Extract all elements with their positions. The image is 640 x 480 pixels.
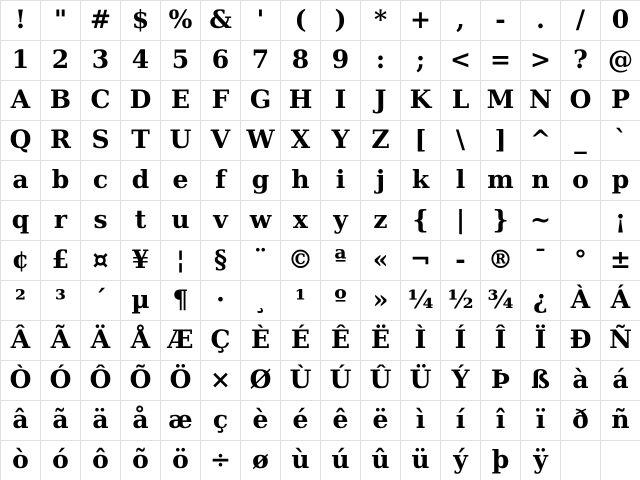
glyph-cell[interactable]: Û [360,360,400,400]
glyph-cell[interactable]: Ù [280,360,320,400]
glyph-cell[interactable]: Ñ [600,320,640,360]
glyph-cell[interactable]: É [280,320,320,360]
glyph-cell[interactable]: / [560,0,600,40]
glyph-cell[interactable]: _ [560,120,600,160]
glyph-cell[interactable]: Ó [40,360,80,400]
glyph-cell[interactable]: ¦ [160,240,200,280]
glyph-cell[interactable]: i [320,160,360,200]
glyph-cell[interactable]: 8 [280,40,320,80]
glyph-cell[interactable]: Ä [80,320,120,360]
glyph-cell[interactable]: 2 [40,40,80,80]
glyph-cell[interactable]: > [520,40,560,80]
glyph-cell[interactable]: ( [280,0,320,40]
glyph-cell[interactable]: Ï [520,320,560,360]
glyph-cell[interactable]: × [200,360,240,400]
glyph-cell[interactable]: a [0,160,40,200]
glyph-cell[interactable]: d [120,160,160,200]
glyph-cell[interactable]: F [200,80,240,120]
glyph-cell[interactable]: Ô [80,360,120,400]
glyph-cell[interactable]: Ã [40,320,80,360]
glyph-cell[interactable] [560,440,600,480]
glyph-cell[interactable]: ] [480,120,520,160]
glyph-cell[interactable]: f [200,160,240,200]
glyph-cell[interactable]: Ý [440,360,480,400]
glyph-cell[interactable]: ¡ [600,200,640,240]
glyph-cell[interactable]: â [0,400,40,440]
glyph-cell[interactable]: J [360,80,400,120]
glyph-cell[interactable]: ´ [80,280,120,320]
glyph-cell[interactable]: M [480,80,520,120]
glyph-cell[interactable]: ' [240,0,280,40]
glyph-cell[interactable]: ¢ [0,240,40,280]
glyph-cell[interactable]: ¥ [120,240,160,280]
glyph-cell[interactable]: Î [480,320,520,360]
glyph-cell[interactable]: È [240,320,280,360]
glyph-cell[interactable]: î [480,400,520,440]
glyph-cell[interactable]: p [600,160,640,200]
glyph-cell[interactable]: Ú [320,360,360,400]
glyph-cell[interactable]: Á [600,280,640,320]
glyph-cell[interactable]: þ [480,440,520,480]
glyph-cell[interactable]: ö [160,440,200,480]
glyph-cell[interactable]: 7 [240,40,280,80]
glyph-cell[interactable]: ä [80,400,120,440]
glyph-cell[interactable]: í [440,400,480,440]
glyph-cell[interactable]: ð [560,400,600,440]
glyph-cell[interactable]: X [280,120,320,160]
glyph-cell[interactable]: O [560,80,600,120]
glyph-cell[interactable]: R [40,120,80,160]
glyph-cell[interactable]: z [360,200,400,240]
glyph-cell[interactable]: V [200,120,240,160]
glyph-cell[interactable]: ñ [600,400,640,440]
glyph-cell[interactable]: © [280,240,320,280]
glyph-cell[interactable]: ü [400,440,440,480]
glyph-cell[interactable]: , [440,0,480,40]
glyph-cell[interactable]: E [160,80,200,120]
glyph-cell[interactable]: Ð [560,320,600,360]
glyph-cell[interactable]: ô [80,440,120,480]
glyph-cell[interactable]: è [240,400,280,440]
glyph-cell[interactable]: 5 [160,40,200,80]
glyph-cell[interactable]: ÷ [200,440,240,480]
glyph-cell[interactable]: ù [280,440,320,480]
glyph-cell[interactable]: 3 [80,40,120,80]
glyph-cell[interactable]: = [480,40,520,80]
glyph-cell[interactable]: c [80,160,120,200]
glyph-cell[interactable]: ï [520,400,560,440]
glyph-cell[interactable]: ò [0,440,40,480]
glyph-cell[interactable]: ÿ [520,440,560,480]
glyph-cell[interactable]: ^ [520,120,560,160]
glyph-cell[interactable]: ¹ [280,280,320,320]
glyph-cell[interactable]: n [520,160,560,200]
glyph-cell[interactable]: Ö [160,360,200,400]
glyph-cell[interactable]: ¬ [400,240,440,280]
glyph-cell[interactable]: q [0,200,40,240]
glyph-cell[interactable]: ½ [440,280,480,320]
glyph-cell[interactable]: ) [320,0,360,40]
glyph-cell[interactable]: ø [240,440,280,480]
glyph-cell[interactable]: Í [440,320,480,360]
glyph-cell[interactable]: % [160,0,200,40]
glyph-cell[interactable]: ì [400,400,440,440]
glyph-cell[interactable]: Ê [320,320,360,360]
glyph-cell[interactable]: Ü [400,360,440,400]
glyph-cell[interactable]: ` [600,120,640,160]
glyph-cell[interactable]: m [480,160,520,200]
glyph-cell[interactable]: « [360,240,400,280]
glyph-cell[interactable]: - [440,240,480,280]
glyph-cell[interactable]: » [360,280,400,320]
glyph-cell[interactable]: æ [160,400,200,440]
glyph-cell[interactable]: § [200,240,240,280]
glyph-cell[interactable]: u [160,200,200,240]
glyph-cell[interactable]: . [520,0,560,40]
glyph-cell[interactable]: ª [320,240,360,280]
glyph-cell[interactable]: [ [400,120,440,160]
glyph-cell[interactable]: ¸ [240,280,280,320]
glyph-cell[interactable]: Â [0,320,40,360]
glyph-cell[interactable]: Ò [0,360,40,400]
glyph-cell[interactable]: I [320,80,360,120]
glyph-cell[interactable]: w [240,200,280,240]
glyph-cell[interactable]: b [40,160,80,200]
glyph-cell[interactable]: x [280,200,320,240]
glyph-cell[interactable]: ! [0,0,40,40]
glyph-cell[interactable]: ë [360,400,400,440]
glyph-cell[interactable]: W [240,120,280,160]
glyph-cell[interactable]: & [200,0,240,40]
glyph-cell[interactable]: g [240,160,280,200]
glyph-cell[interactable]: D [120,80,160,120]
glyph-cell[interactable]: ° [560,240,600,280]
glyph-cell[interactable]: t [120,200,160,240]
glyph-cell[interactable]: * [360,0,400,40]
glyph-cell[interactable]: õ [120,440,160,480]
glyph-cell[interactable]: < [440,40,480,80]
glyph-cell[interactable]: Å [120,320,160,360]
glyph-cell[interactable]: B [40,80,80,120]
glyph-cell[interactable]: à [560,360,600,400]
glyph-cell[interactable]: y [320,200,360,240]
glyph-cell[interactable] [600,440,640,480]
glyph-cell[interactable]: " [40,0,80,40]
glyph-cell[interactable]: û [360,440,400,480]
glyph-cell[interactable]: Ç [200,320,240,360]
glyph-cell[interactable]: ³ [40,280,80,320]
glyph-cell[interactable] [560,200,600,240]
glyph-cell[interactable]: Þ [480,360,520,400]
glyph-cell[interactable]: ¾ [480,280,520,320]
glyph-cell[interactable]: ç [200,400,240,440]
glyph-cell[interactable]: { [400,200,440,240]
glyph-cell[interactable]: £ [40,240,80,280]
glyph-cell[interactable]: A [0,80,40,120]
glyph-cell[interactable]: ã [40,400,80,440]
glyph-cell[interactable]: @ [600,40,640,80]
glyph-cell[interactable]: ê [320,400,360,440]
glyph-cell[interactable]: Ë [360,320,400,360]
glyph-cell[interactable]: ó [40,440,80,480]
glyph-cell[interactable]: - [480,0,520,40]
glyph-cell[interactable]: G [240,80,280,120]
glyph-cell[interactable]: ¯ [520,240,560,280]
glyph-cell[interactable]: r [40,200,80,240]
glyph-cell[interactable]: v [200,200,240,240]
glyph-cell[interactable]: C [80,80,120,120]
glyph-cell[interactable]: ß [520,360,560,400]
glyph-cell[interactable]: º [320,280,360,320]
glyph-cell[interactable]: 9 [320,40,360,80]
glyph-cell[interactable]: Q [0,120,40,160]
glyph-cell[interactable]: T [120,120,160,160]
glyph-cell[interactable]: ¨ [240,240,280,280]
glyph-cell[interactable]: 1 [0,40,40,80]
glyph-cell[interactable]: Õ [120,360,160,400]
glyph-cell[interactable]: ¼ [400,280,440,320]
glyph-cell[interactable]: U [160,120,200,160]
glyph-cell[interactable]: ~ [520,200,560,240]
glyph-cell[interactable]: · [200,280,240,320]
glyph-cell[interactable]: } [480,200,520,240]
glyph-cell[interactable]: k [400,160,440,200]
glyph-cell[interactable]: é [280,400,320,440]
glyph-cell[interactable]: Y [320,120,360,160]
glyph-cell[interactable]: e [160,160,200,200]
glyph-cell[interactable]: 6 [200,40,240,80]
glyph-cell[interactable]: | [440,200,480,240]
glyph-cell[interactable]: ¶ [160,280,200,320]
glyph-cell[interactable]: \ [440,120,480,160]
glyph-cell[interactable]: H [280,80,320,120]
glyph-cell[interactable]: À [560,280,600,320]
glyph-cell[interactable]: l [440,160,480,200]
glyph-cell[interactable]: L [440,80,480,120]
glyph-cell[interactable]: 0 [600,0,640,40]
glyph-cell[interactable]: ; [400,40,440,80]
glyph-cell[interactable]: 4 [120,40,160,80]
glyph-cell[interactable]: P [600,80,640,120]
glyph-cell[interactable]: : [360,40,400,80]
glyph-cell[interactable]: ? [560,40,600,80]
glyph-cell[interactable]: j [360,160,400,200]
glyph-cell[interactable]: Ì [400,320,440,360]
glyph-cell[interactable]: ú [320,440,360,480]
glyph-cell[interactable]: ¿ [520,280,560,320]
glyph-cell[interactable]: ± [600,240,640,280]
glyph-cell[interactable]: å [120,400,160,440]
glyph-cell[interactable]: Z [360,120,400,160]
glyph-cell[interactable]: S [80,120,120,160]
glyph-cell[interactable]: ® [480,240,520,280]
glyph-cell[interactable]: + [400,0,440,40]
glyph-cell[interactable]: h [280,160,320,200]
glyph-cell[interactable]: Ø [240,360,280,400]
glyph-cell[interactable]: ý [440,440,480,480]
glyph-cell[interactable]: $ [120,0,160,40]
glyph-cell[interactable]: # [80,0,120,40]
glyph-cell[interactable]: Æ [160,320,200,360]
glyph-cell[interactable]: N [520,80,560,120]
glyph-cell[interactable]: ¤ [80,240,120,280]
glyph-cell[interactable]: ² [0,280,40,320]
glyph-cell[interactable]: s [80,200,120,240]
glyph-cell[interactable]: o [560,160,600,200]
glyph-cell[interactable]: µ [120,280,160,320]
glyph-cell[interactable]: á [600,360,640,400]
glyph-cell[interactable]: K [400,80,440,120]
